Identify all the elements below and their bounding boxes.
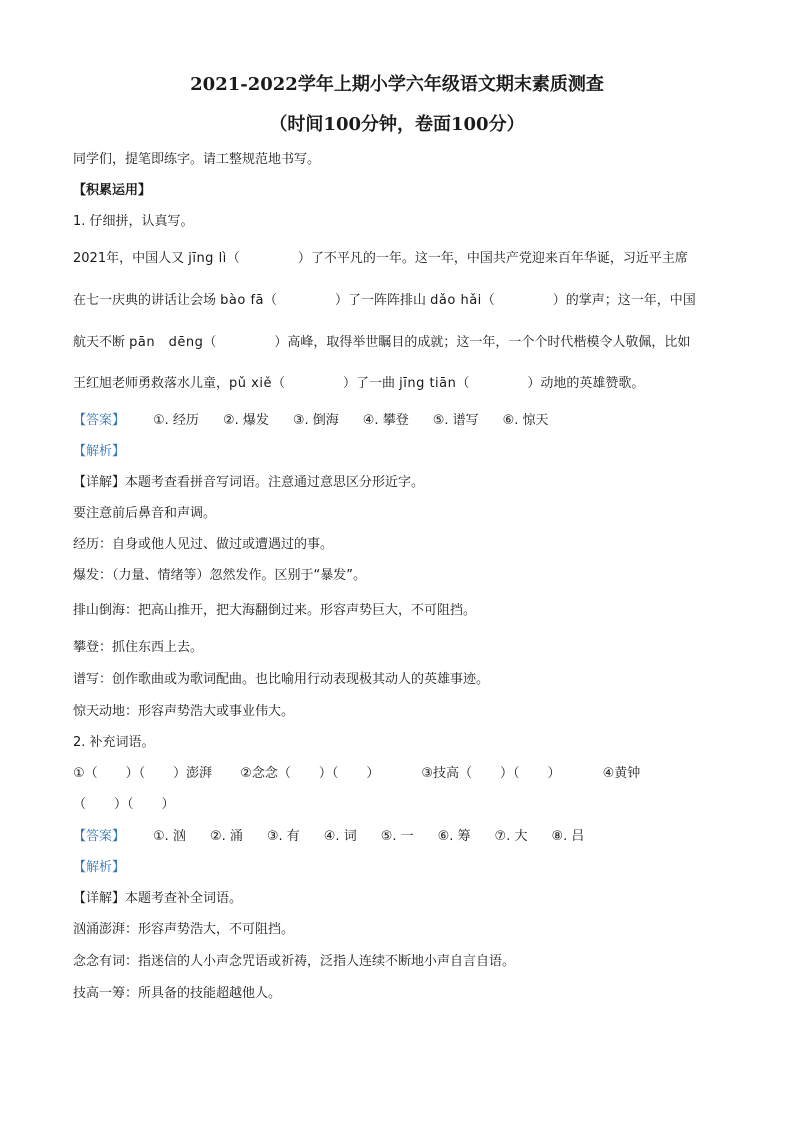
- answer-item: ③. 倒海: [292, 413, 339, 428]
- q1-text: 2021年，中国人又: [73, 251, 189, 266]
- q2-row-1: [73, 765, 640, 783]
- q2-text: ）: [366, 766, 380, 781]
- q2-text: （: [73, 797, 87, 812]
- q2-text: ①（: [73, 766, 98, 781]
- page-title: 2021-2022学年上期小学六年级语文期末素质测查: [190, 74, 604, 95]
- answer-item: ⑥. 筹: [437, 829, 471, 844]
- q1-text: ）动地的英雄赞歌。: [527, 376, 645, 391]
- q1-answer-row: [73, 412, 573, 430]
- q2-text: ）澎湃: [173, 766, 213, 781]
- answer-item: ①. 汹: [153, 829, 186, 844]
- answer-item: ②. 爆发: [222, 413, 269, 428]
- q1-text: ）了一阵阵排山: [335, 293, 431, 308]
- q1-line-1: [73, 250, 688, 268]
- pinyin: dǎo hǎi: [430, 293, 482, 308]
- detail-line: 惊天动地：形容声势浩大或事业伟大。: [73, 704, 295, 719]
- detail-line: 经历：自身或他人见过、做过或遭遇过的事。: [73, 537, 334, 552]
- pinyin: bào fā: [220, 293, 264, 308]
- blank-open: （: [456, 376, 470, 391]
- q2-text: ）（: [500, 766, 520, 781]
- q2-text: ）（: [114, 797, 134, 812]
- detail-line: 要注意前后鼻音和声调。: [73, 506, 217, 521]
- q1-text: 在七一庆典的讲话让会场: [73, 293, 221, 308]
- section-heading: 【积累运用】: [73, 183, 152, 198]
- q2-row-2: [73, 796, 175, 814]
- q1-text: 航天不断: [73, 335, 130, 350]
- q1-line-3: [73, 334, 690, 352]
- pinyin: pǔ xiě: [229, 376, 272, 391]
- analysis-label: 【解析】: [73, 444, 126, 459]
- analysis-label: 【解析】: [73, 860, 126, 875]
- q1-line-2: [73, 292, 696, 310]
- answer-item: ⑤. 谱写: [432, 413, 479, 428]
- detail-line: 排山倒海：把高山推开，把大海翻倒过来。形容声势巨大，不可阻挡。: [73, 603, 477, 618]
- answer-item: ③. 有: [266, 829, 300, 844]
- answer-item: ④. 攀登: [362, 413, 409, 428]
- q1-text: ）了一曲: [342, 376, 400, 391]
- answer-item: ②. 涌: [209, 829, 243, 844]
- q1-prompt: 1. 仔细拼，认真写。: [73, 214, 194, 229]
- answer-label: 【答案】: [73, 413, 126, 428]
- detail-line: 攀登：抓住东西上去。: [73, 640, 204, 655]
- detail-line: 谱写：创作歌曲或为歌词配曲。也比喻用行动表现极其动人的英雄事迹。: [73, 672, 490, 687]
- pinyin: jīng lì: [188, 251, 227, 266]
- intro-text: 同学们，提笔即练字。请工整规范地书写。: [73, 152, 321, 167]
- page-subtitle: （时间100分钟，卷面100分）: [269, 114, 525, 135]
- answer-item: ⑥. 惊天: [502, 413, 549, 428]
- pinyin: pān dēng: [129, 335, 204, 350]
- q2-text: ）: [547, 766, 561, 781]
- detail-line: 爆发：（力量、情绪等）忽然发作。区别于“暴发”。: [73, 568, 366, 583]
- answer-item: ⑤. 一: [380, 829, 414, 844]
- pinyin: jīng tiān: [399, 376, 457, 391]
- q1-text: ）的掌声；这一年，中国: [552, 293, 696, 308]
- q2-text: ②念念（: [240, 766, 291, 781]
- q1-text: 王红旭老师勇救落水儿童，: [73, 376, 230, 391]
- blank-open: （: [226, 251, 240, 266]
- q2-text: ④黄钟: [602, 766, 641, 781]
- q2-text: ）（: [318, 766, 339, 781]
- q1-line-4: [73, 375, 644, 393]
- answer-item: ⑦. 大: [494, 829, 528, 844]
- q1-text: ）了不平凡的一年。这一年，中国共产党迎来百年华诞，习近平主席: [297, 251, 688, 266]
- detail-line: 【详解】本题考查补全词语。: [73, 891, 243, 906]
- q2-text: ③技高（: [421, 766, 473, 781]
- detail-line: 【详解】本题考查看拼音写词语。注意通过意思区分形近字。: [73, 475, 425, 490]
- answer-label: 【答案】: [73, 829, 126, 844]
- q1-text: ）高峰，取得举世瞩目的成就；这一年，一个个时代楷模令人敬佩，比如: [274, 335, 691, 350]
- detail-line: 念念有词：指迷信的人小声念咒语或祈祷，泛指人连续不断地小声自言自语。: [73, 954, 516, 969]
- blank-open: （: [481, 293, 495, 308]
- blank-open: （: [203, 335, 217, 350]
- q2-prompt: 2. 补充词语。: [73, 735, 155, 750]
- blank-open: （: [264, 293, 278, 308]
- answer-item: ④. 词: [323, 829, 357, 844]
- detail-line: 技高一筹：所具备的技能超越他人。: [73, 986, 282, 1001]
- q2-text: ）（: [125, 766, 146, 781]
- q2-text: ）: [161, 797, 175, 812]
- blank-open: （: [271, 376, 285, 391]
- answer-item: ①. 经历: [153, 413, 199, 428]
- detail-line: 汹涌澎湃：形容声势浩大，不可阻挡。: [73, 922, 295, 937]
- q2-answer-row: [73, 828, 608, 846]
- answer-item: ⑧. 吕: [551, 829, 585, 844]
